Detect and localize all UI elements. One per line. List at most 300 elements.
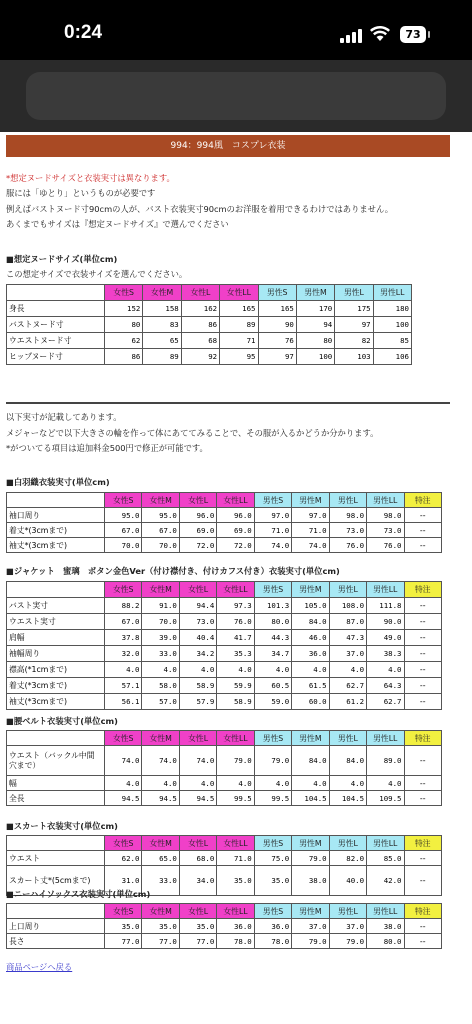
column-header: 男性S <box>254 836 291 851</box>
table-cell: 74.0 <box>254 538 291 553</box>
table-cell: 95 <box>220 349 258 365</box>
column-header: 男性M <box>292 731 329 746</box>
table-cell: 99.5 <box>254 791 291 806</box>
clock: 0:24 <box>64 22 103 43</box>
column-header: 男性L <box>329 904 366 919</box>
column-header: 女性LL <box>220 285 258 301</box>
table-cell: 99.5 <box>217 791 254 806</box>
table-row <box>7 614 442 630</box>
table-cell: 87.0 <box>329 614 366 630</box>
table-cell: 44.3 <box>254 630 291 646</box>
skirt-table <box>6 835 442 896</box>
column-header: 男性M <box>292 493 329 508</box>
note-top-1: 服には「ゆとり」というものが必要です <box>6 188 156 198</box>
table-cell: 31.0 <box>105 866 142 896</box>
row-label: 袖幅周り <box>7 646 105 662</box>
table-cell: 94 <box>296 317 334 333</box>
row-label: 上口周り <box>7 919 105 934</box>
table-cell: 35.3 <box>217 646 254 662</box>
table-cell: 36.0 <box>217 919 254 934</box>
table-cell: 4.0 <box>329 776 366 791</box>
table-row <box>7 349 412 365</box>
table-cell: 96.0 <box>179 508 216 523</box>
table-cell: 35.0 <box>217 866 254 896</box>
table-cell: 4.0 <box>254 662 291 678</box>
row-label: 着丈*(3cmまで) <box>7 523 105 538</box>
table-cell: 36.0 <box>254 919 291 934</box>
column-header: 女性S <box>105 493 142 508</box>
header-blank <box>7 836 105 851</box>
table-row <box>7 646 442 662</box>
belt-heading: ■腰ベルト衣装実寸(単位cm) <box>6 716 118 726</box>
column-header: 女性S <box>105 582 142 598</box>
skirt-heading: ■スカート衣装実寸(単位cm) <box>6 821 118 831</box>
table-cell: 97 <box>258 349 296 365</box>
table-cell: 85.0 <box>367 851 404 866</box>
table-cell: 70.0 <box>105 538 142 553</box>
table-cell: 80.0 <box>254 614 291 630</box>
column-header: 女性S <box>105 285 143 301</box>
table-cell: 35.0 <box>254 866 291 896</box>
column-header: 女性M <box>142 836 179 851</box>
table-cell: 61.2 <box>329 694 366 710</box>
table-row <box>7 333 412 349</box>
column-header: 女性S <box>105 904 142 919</box>
column-header: 女性LL <box>217 493 254 508</box>
header-row <box>7 904 442 919</box>
table-cell: 62.0 <box>105 851 142 866</box>
table-cell: 4.0 <box>367 662 404 678</box>
table-cell: 72.0 <box>179 538 216 553</box>
table-row <box>7 746 442 776</box>
table-cell: 57.0 <box>142 694 179 710</box>
table-cell: 90 <box>258 317 296 333</box>
column-header: 男性LL <box>367 582 404 598</box>
socks-heading: ■ニーハイソックス衣装実寸(単位cm) <box>6 889 151 899</box>
table-cell: 72.0 <box>217 538 254 553</box>
column-header: 女性S <box>105 836 142 851</box>
table-cell: 80.0 <box>367 934 404 949</box>
row-label: 長さ <box>7 934 105 949</box>
column-header: 女性L <box>179 904 216 919</box>
table-cell: -- <box>404 919 442 934</box>
table-cell: 64.3 <box>367 678 404 694</box>
table-cell: 4.0 <box>105 662 142 678</box>
column-header: 女性LL <box>217 731 254 746</box>
table-cell: 101.3 <box>254 598 291 614</box>
header-row <box>7 731 442 746</box>
column-header: 特注 <box>404 836 442 851</box>
table-cell: -- <box>404 523 442 538</box>
row-label: 全長 <box>7 791 105 806</box>
column-header: 男性LL <box>367 493 404 508</box>
table-cell: 89 <box>143 349 181 365</box>
column-header: 男性LL <box>373 285 411 301</box>
address-bar[interactable] <box>26 72 446 120</box>
table-cell: -- <box>404 598 442 614</box>
table-cell: 152 <box>105 301 143 317</box>
table-cell: 33.0 <box>142 866 179 896</box>
column-header: 女性M <box>142 493 179 508</box>
table-row <box>7 919 442 934</box>
table-cell: 68 <box>181 333 219 349</box>
haori-heading: ■白羽織衣装実寸(単位cm) <box>6 477 110 487</box>
table-cell: 95.0 <box>105 508 142 523</box>
column-header: 女性L <box>181 285 219 301</box>
table-cell: 104.5 <box>292 791 329 806</box>
table-row <box>7 694 442 710</box>
table-cell: 73.0 <box>329 523 366 538</box>
header-blank <box>7 904 105 919</box>
row-label: 肩幅 <box>7 630 105 646</box>
table-cell: 69.0 <box>217 523 254 538</box>
row-label: バストヌード寸 <box>7 317 105 333</box>
table-cell: 35.0 <box>105 919 142 934</box>
table-cell: 79.0 <box>329 934 366 949</box>
table-cell: 79.0 <box>292 934 329 949</box>
table-cell: 4.0 <box>217 662 254 678</box>
table-cell: 80 <box>105 317 143 333</box>
table-cell: 165 <box>220 301 258 317</box>
table-cell: 69.0 <box>179 523 216 538</box>
row-label: 着丈(*3cmまで) <box>7 678 105 694</box>
row-label: 袖丈(*3cmまで) <box>7 694 105 710</box>
table-cell: 67.0 <box>105 614 142 630</box>
table-cell: 85 <box>373 333 411 349</box>
table-cell: 79.0 <box>292 851 329 866</box>
table-row <box>7 598 442 614</box>
table-cell: 61.5 <box>292 678 329 694</box>
table-cell: 36.0 <box>292 646 329 662</box>
table-cell: 78.0 <box>254 934 291 949</box>
column-header: 特注 <box>404 582 442 598</box>
table-row <box>7 934 442 949</box>
header-blank <box>7 493 105 508</box>
table-cell: 82.0 <box>329 851 366 866</box>
table-cell: 180 <box>373 301 411 317</box>
note-top-3: あくまでもサイズは『想定ヌードサイズ』で選んでください <box>6 219 229 229</box>
table-cell: 84.0 <box>292 746 329 776</box>
table-cell: 57.1 <box>105 678 142 694</box>
table-cell: 94.4 <box>179 598 216 614</box>
column-header: 女性M <box>142 731 179 746</box>
table-cell: 73.0 <box>179 614 216 630</box>
table-cell: -- <box>404 934 442 949</box>
column-header: 男性M <box>296 285 334 301</box>
note-mid-1: メジャーなどで以下大きさの輪を作って体にあててみることで、その服が入るかどうか分かります。 <box>6 428 379 438</box>
table-cell: 4.0 <box>254 776 291 791</box>
table-cell: 4.0 <box>142 776 179 791</box>
table-cell: 82 <box>335 333 373 349</box>
table-cell: 37.0 <box>329 919 366 934</box>
table-cell: 73.0 <box>367 523 404 538</box>
row-label: ウエスト（バックル中間穴まで） <box>7 746 105 776</box>
table-cell: 4.0 <box>179 776 216 791</box>
table-cell: 4.0 <box>179 662 216 678</box>
column-header: 男性L <box>329 493 366 508</box>
table-cell: 62.7 <box>329 678 366 694</box>
table-cell: -- <box>404 538 442 553</box>
table-cell: 76.0 <box>329 538 366 553</box>
row-label: ウエスト実寸 <box>7 614 105 630</box>
battery-icon: 73 <box>400 26 426 43</box>
browser-toolbar <box>0 60 472 132</box>
table-cell: 77.0 <box>105 934 142 949</box>
table-cell: 96.0 <box>217 508 254 523</box>
table-cell: 41.7 <box>217 630 254 646</box>
column-header: 女性M <box>142 904 179 919</box>
row-label: ウエスト <box>7 851 105 866</box>
table-cell: 86 <box>181 317 219 333</box>
row-label: 袖丈*(3cmまで) <box>7 538 105 553</box>
table-cell: 90.0 <box>367 614 404 630</box>
table-cell: 77.0 <box>142 934 179 949</box>
table-cell: 175 <box>335 301 373 317</box>
row-label: 袖口周り <box>7 508 105 523</box>
column-header: 女性LL <box>217 582 254 598</box>
row-label: 幅 <box>7 776 105 791</box>
table-cell: 35.0 <box>179 919 216 934</box>
table-cell: 34.7 <box>254 646 291 662</box>
table-cell: 109.5 <box>367 791 404 806</box>
home-indicator <box>160 1014 312 1019</box>
table-cell: 70.0 <box>142 614 179 630</box>
column-header: 男性L <box>329 836 366 851</box>
table-cell: 4.0 <box>142 662 179 678</box>
header-blank <box>7 582 105 598</box>
note-mid-0: 以下実寸が記載してあります。 <box>6 412 122 422</box>
header-blank <box>7 285 105 301</box>
table-cell: -- <box>404 678 442 694</box>
note-top-0: *想定ヌードサイズと衣装実寸は異なります。 <box>6 173 175 183</box>
table-cell: 162 <box>181 301 219 317</box>
column-header: 男性L <box>329 731 366 746</box>
battery-tip <box>428 31 430 38</box>
table-cell: -- <box>404 776 442 791</box>
note-top-2: 例えばバストヌード寸90cmの人が、バスト衣装実寸90cmのお洋服を着用できるわけではありません。 <box>6 204 394 214</box>
column-header: 特注 <box>404 731 442 746</box>
table-cell: 88.2 <box>105 598 142 614</box>
table-cell: -- <box>404 694 442 710</box>
table-cell: 79.0 <box>254 746 291 776</box>
table-cell: 74.0 <box>179 746 216 776</box>
table-cell: 71.0 <box>292 523 329 538</box>
row-label: ウエストヌード寸 <box>7 333 105 349</box>
table-cell: 71 <box>220 333 258 349</box>
table-cell: -- <box>404 662 442 678</box>
column-header: 男性LL <box>367 904 404 919</box>
table-cell: 65.0 <box>142 851 179 866</box>
table-cell: 94.5 <box>179 791 216 806</box>
socks-table <box>6 903 442 949</box>
table-cell: 39.0 <box>142 630 179 646</box>
column-header: 男性M <box>292 836 329 851</box>
nude-size-table <box>6 284 412 365</box>
column-header: 男性S <box>254 904 291 919</box>
table-cell: 58.0 <box>142 678 179 694</box>
table-cell: 49.0 <box>367 630 404 646</box>
column-header: 女性L <box>179 582 216 598</box>
table-cell: 34.2 <box>179 646 216 662</box>
cellular-signal-icon <box>340 28 364 43</box>
table-cell: 92 <box>181 349 219 365</box>
column-header: 女性L <box>179 493 216 508</box>
nude-size-subtitle: この想定サイズで衣装サイズを選んでください。 <box>6 269 188 279</box>
column-header: 男性S <box>254 731 291 746</box>
table-cell: 70.0 <box>142 538 179 553</box>
table-cell: 40.0 <box>329 866 366 896</box>
table-cell: 68.0 <box>179 851 216 866</box>
table-cell: 74.0 <box>142 746 179 776</box>
table-cell: 108.0 <box>329 598 366 614</box>
row-label: 身長 <box>7 301 105 317</box>
table-cell: 4.0 <box>329 662 366 678</box>
table-cell: 65 <box>143 333 181 349</box>
table-cell: 111.8 <box>367 598 404 614</box>
table-cell: 98.0 <box>367 508 404 523</box>
table-cell: 100 <box>373 317 411 333</box>
table-cell: 37.8 <box>105 630 142 646</box>
table-cell: 71.0 <box>217 851 254 866</box>
table-cell: 86 <box>105 349 143 365</box>
table-cell: 59.9 <box>217 678 254 694</box>
table-cell: 104.5 <box>329 791 366 806</box>
column-header: 特注 <box>404 493 442 508</box>
table-cell: 84.0 <box>292 614 329 630</box>
column-header: 男性LL <box>367 836 404 851</box>
row-label: スカート丈*(5cmまで) <box>7 866 105 896</box>
table-cell: 67.0 <box>105 523 142 538</box>
table-cell: 38.0 <box>292 866 329 896</box>
table-cell: 42.0 <box>367 866 404 896</box>
jacket-table <box>6 581 442 710</box>
table-cell: 158 <box>143 301 181 317</box>
column-header: 女性L <box>179 731 216 746</box>
table-cell: 91.0 <box>142 598 179 614</box>
back-to-product-link[interactable]: 商品ページへ戻る <box>6 962 73 972</box>
table-row <box>7 791 442 806</box>
product-banner: 994：994風 コスプレ衣装 <box>6 135 450 157</box>
table-cell: 35.0 <box>142 919 179 934</box>
wifi-icon <box>370 26 390 42</box>
header-row <box>7 582 442 598</box>
table-cell: 4.0 <box>105 776 142 791</box>
table-cell: 75.0 <box>254 851 291 866</box>
column-header: 女性M <box>142 582 179 598</box>
table-row <box>7 538 442 553</box>
table-cell: 32.0 <box>105 646 142 662</box>
table-cell: 74.0 <box>292 538 329 553</box>
table-cell: 38.0 <box>367 919 404 934</box>
note-mid-2: *がついてる項目は追加料金500円で修正が可能です。 <box>6 443 208 453</box>
column-header: 男性S <box>258 285 296 301</box>
table-cell: 95.0 <box>142 508 179 523</box>
column-header: 女性M <box>143 285 181 301</box>
table-cell: 60.0 <box>292 694 329 710</box>
column-header: 男性L <box>335 285 373 301</box>
table-cell: 62 <box>105 333 143 349</box>
column-header: 男性M <box>292 904 329 919</box>
table-cell: 89.0 <box>367 746 404 776</box>
column-header: 女性LL <box>217 836 254 851</box>
table-cell: 59.0 <box>254 694 291 710</box>
table-cell: 94.5 <box>105 791 142 806</box>
table-cell: 38.3 <box>367 646 404 662</box>
table-cell: 105.0 <box>292 598 329 614</box>
table-row <box>7 851 442 866</box>
table-cell: 77.0 <box>179 934 216 949</box>
table-cell: -- <box>404 646 442 662</box>
table-cell: -- <box>404 746 442 776</box>
header-row <box>7 836 442 851</box>
table-cell: 58.9 <box>217 694 254 710</box>
column-header: 男性L <box>329 582 366 598</box>
jacket-heading: ■ジャケット 蜜璃 ボタン金色Ver（付け襟付き、付けカフス付き）衣装実寸(単位cm) <box>6 566 340 576</box>
table-cell: 46.0 <box>292 630 329 646</box>
header-row <box>7 285 412 301</box>
column-header: 男性M <box>292 582 329 598</box>
table-cell: 103 <box>335 349 373 365</box>
table-cell: 83 <box>143 317 181 333</box>
table-cell: 98.0 <box>329 508 366 523</box>
table-cell: -- <box>404 508 442 523</box>
table-row <box>7 301 412 317</box>
table-cell: 71.0 <box>254 523 291 538</box>
row-label: ヒップヌード寸 <box>7 349 105 365</box>
table-cell: 47.3 <box>329 630 366 646</box>
column-header: 男性S <box>254 582 291 598</box>
table-cell: -- <box>404 791 442 806</box>
column-header: 特注 <box>404 904 442 919</box>
table-row <box>7 678 442 694</box>
table-cell: -- <box>404 851 442 866</box>
belt-table <box>6 730 442 806</box>
table-cell: 58.9 <box>179 678 216 694</box>
table-cell: 80 <box>296 333 334 349</box>
table-cell: 60.5 <box>254 678 291 694</box>
table-cell: -- <box>404 866 442 896</box>
table-cell: 78.0 <box>217 934 254 949</box>
column-header: 男性LL <box>367 731 404 746</box>
column-header: 男性S <box>254 493 291 508</box>
table-row <box>7 523 442 538</box>
table-cell: -- <box>404 630 442 646</box>
table-cell: 89 <box>220 317 258 333</box>
table-cell: 33.0 <box>142 646 179 662</box>
table-cell: 97.3 <box>217 598 254 614</box>
table-cell: 100 <box>296 349 334 365</box>
table-cell: 165 <box>258 301 296 317</box>
table-cell: 94.5 <box>142 791 179 806</box>
table-cell: 97.0 <box>254 508 291 523</box>
table-cell: 79.0 <box>217 746 254 776</box>
table-cell: 37.0 <box>329 646 366 662</box>
table-cell: 97 <box>335 317 373 333</box>
header-row <box>7 493 442 508</box>
table-row <box>7 630 442 646</box>
table-cell: 4.0 <box>292 662 329 678</box>
table-cell: 34.0 <box>179 866 216 896</box>
nude-size-heading: ■想定ヌードサイズ(単位cm) <box>6 254 118 264</box>
table-row <box>7 776 442 791</box>
row-label: バスト実寸 <box>7 598 105 614</box>
table-cell: 4.0 <box>292 776 329 791</box>
column-header: 女性L <box>179 836 216 851</box>
table-row <box>7 317 412 333</box>
column-header: 女性S <box>105 731 142 746</box>
table-cell: 4.0 <box>367 776 404 791</box>
header-blank <box>7 731 105 746</box>
